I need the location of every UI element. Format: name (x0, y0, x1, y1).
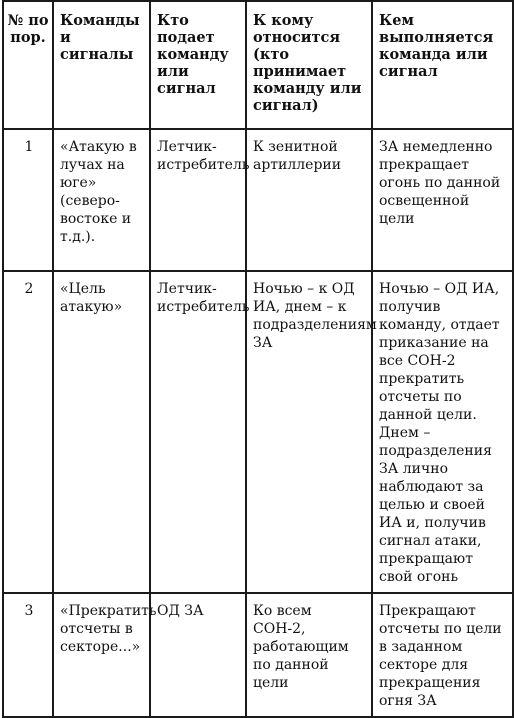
table-row (3, 271, 513, 593)
row-receiver: Ко всем СОН-2, работающим по данной цели (246, 593, 372, 717)
row-number: 1 (3, 129, 53, 271)
header-executor: Кем выполняется команда или сигнал (372, 1, 513, 129)
table-header-row (3, 1, 513, 129)
table-row (3, 593, 513, 717)
header-number: № по пор. (3, 1, 53, 129)
row-executor: Ночью – ОД ИА, получив команду, отдает приказание на все СОН-2 прекратить отсчеты по данной цели. Днем – подразделения ЗА лично наблюдают за целью и своей ИА и, получив сигнал атаки, прекращают свой огонь (372, 271, 513, 593)
row-executor: ЗА немедленно прекращает огонь по данной освещенной цели (372, 129, 513, 271)
row-receiver: Ночью – к ОД ИА, днем – к подразделениям ЗА (246, 271, 372, 593)
header-issuer: Кто подает команду или сигнал (150, 1, 246, 129)
row-command: «Прекратить отсчеты в секторе...» (53, 593, 150, 717)
table-row (3, 129, 513, 271)
row-issuer: Летчик-истребитель (150, 129, 246, 271)
row-issuer: ОД ЗА (150, 593, 246, 717)
row-issuer: Летчик-истребитель (150, 271, 246, 593)
header-commands: Команды и сигналы (53, 1, 150, 129)
row-command: «Атакую в лучах на юге» (северо-востоке и т.д.). (53, 129, 150, 271)
header-receiver: К кому относится (кто принимает команду или сигнал) (246, 1, 372, 129)
row-number: 2 (3, 271, 53, 593)
row-number: 3 (3, 593, 53, 717)
row-receiver: К зенитной артиллерии (246, 129, 372, 271)
row-command: «Цель атакую» (53, 271, 150, 593)
commands-signals-table (2, 0, 514, 718)
document-page (2, 0, 512, 709)
row-executor: Прекращают отсчеты по цели в заданном секторе для прекращения огня ЗА (372, 593, 513, 717)
